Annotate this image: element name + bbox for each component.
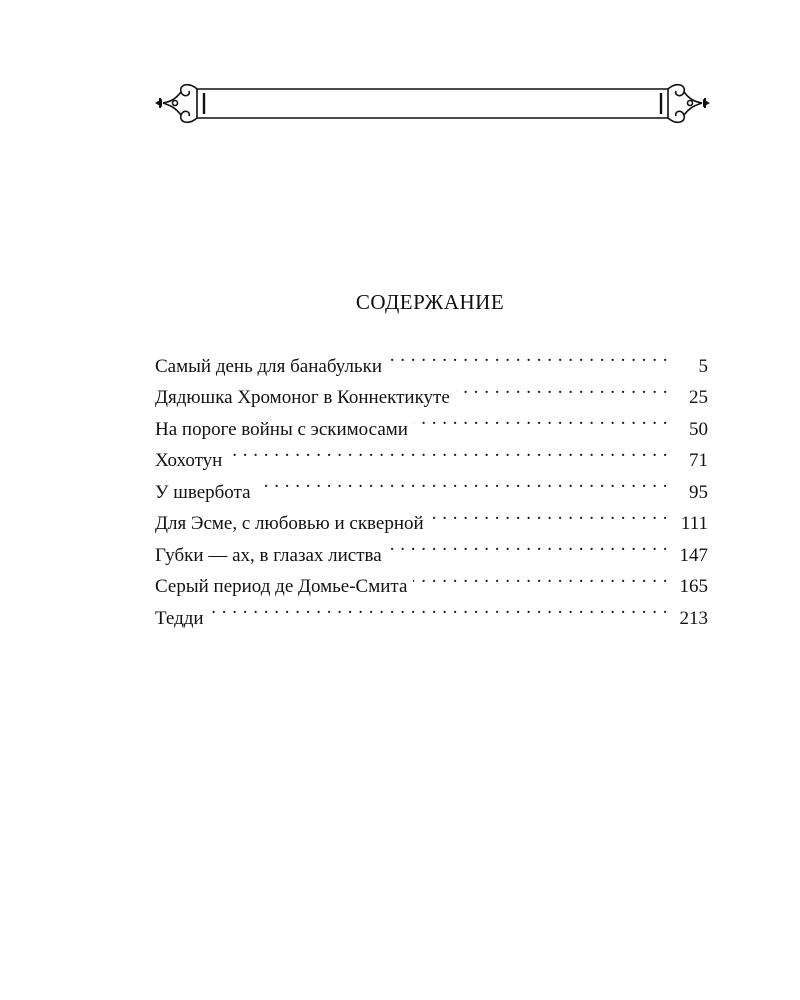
toc-leader-dots: [257, 466, 668, 498]
toc-entry-page: 5: [698, 355, 708, 377]
toc-entry-title: Самый день для банабульки: [155, 355, 382, 377]
toc-title: СОДЕРЖАНИЕ: [355, 290, 505, 314]
toc-entry-page: 111: [680, 513, 708, 534]
toc-entry: [155, 592, 708, 629]
toc-entry-page: 165: [679, 576, 708, 597]
toc-leader-dots: [388, 529, 668, 561]
toc-entry-page: 147: [679, 544, 708, 566]
toc-entry-title: У швербота: [155, 481, 251, 503]
toc-entry-title: Губки — ах, в глазах листва: [155, 544, 382, 566]
toc-entry-title: Хохотун: [155, 450, 223, 471]
toc-list: [155, 340, 708, 629]
toc-leader-dots: [228, 435, 668, 467]
toc-leader-dots: [456, 372, 668, 404]
toc-entry-page: 95: [689, 481, 708, 503]
header-ornament: [155, 80, 710, 126]
toc-leader-dots: [430, 498, 668, 530]
toc-entry-title: На пороге войны с эскимосами: [155, 418, 408, 440]
toc-leader-dots: [388, 340, 668, 372]
toc-entry-page: 25: [689, 387, 708, 408]
toc-leader-dots: [414, 403, 668, 435]
toc-leader-dots: [413, 561, 668, 593]
toc-entry-title: Для Эсме, с любовью и скверной: [155, 513, 424, 534]
toc-leader-dots: [210, 592, 668, 624]
toc-entry-page: 50: [689, 418, 708, 440]
toc-entry: [155, 466, 708, 503]
toc-entry-page: 213: [679, 607, 708, 629]
toc-entry-page: 71: [689, 450, 708, 471]
toc-entry: [155, 435, 708, 471]
toc-entry: [155, 340, 708, 377]
toc-entry-title: Тедди: [155, 607, 204, 629]
toc-entry-title: Дядюшка Хромоног в Коннектикуте: [155, 387, 450, 408]
toc-entry-title: Серый период де Домье-Смита: [155, 576, 408, 597]
